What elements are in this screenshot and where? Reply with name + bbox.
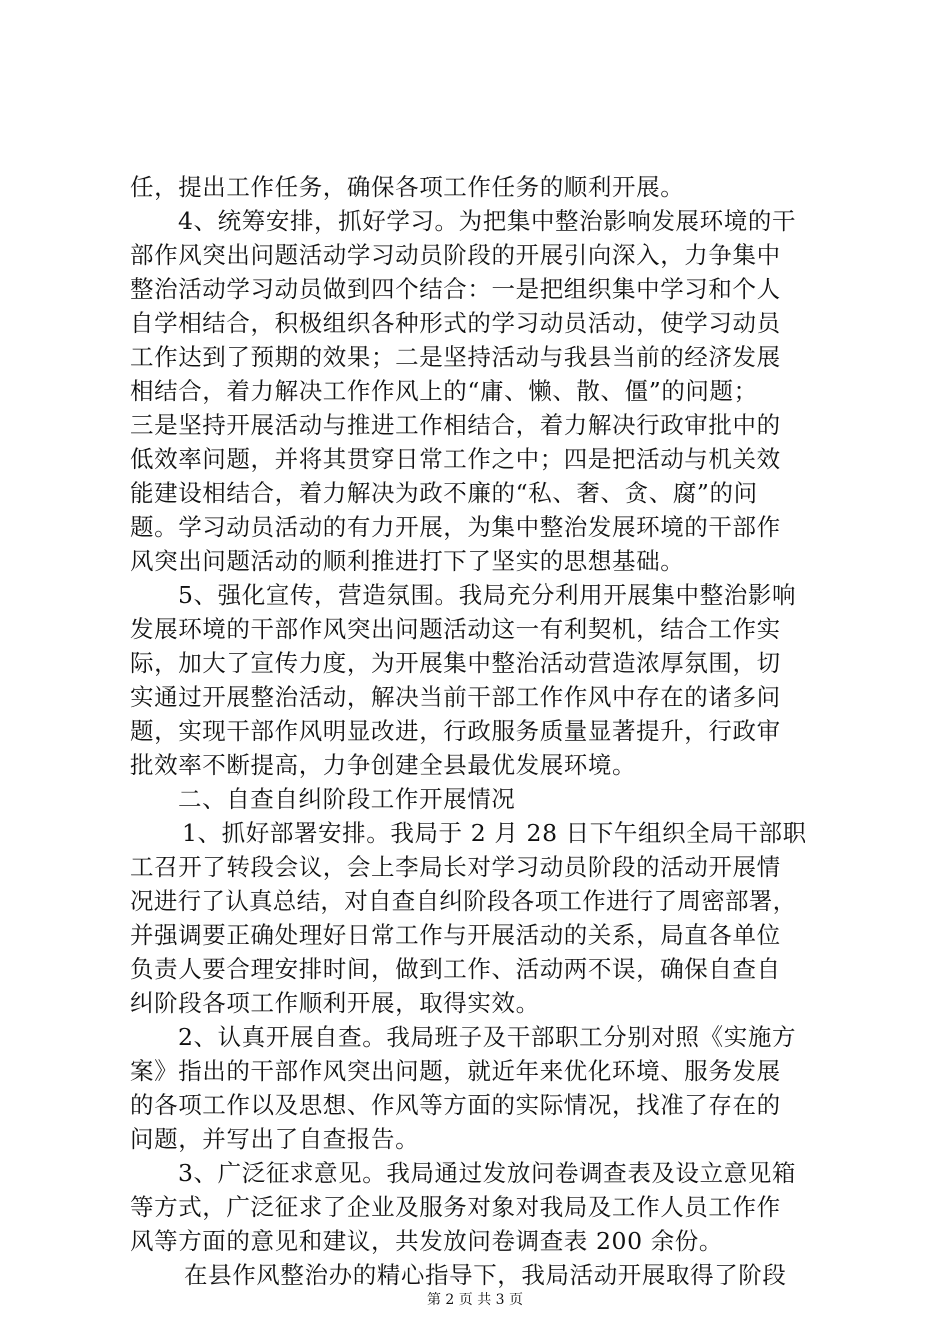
text-line: 三是坚持开展活动与推进工作相结合，着力解决行政审批中的 (130, 411, 781, 439)
text-line: 的各项工作以及思想、作风等方面的实际情况，找准了存在的 (130, 1091, 781, 1119)
text-line: 批效率不断提高，力争创建全县最优发展环境。 (130, 751, 637, 779)
text-line: 3、广泛征求意见。我局通过发放问卷调查表及设立意见箱 (178, 1159, 797, 1187)
text-line: 自学相结合，积极组织各种形式的学习动员活动，使学习动员 (130, 309, 781, 337)
text-line: 5、强化宣传，营造氛围。我局充分利用开展集中整治影响 (178, 581, 797, 609)
text-line: 2、认真开展自查。我局班子及干部职工分别对照《实施方 (178, 1023, 797, 1051)
text-line: 4、统筹安排，抓好学习。为把集中整治影响发展环境的干 (178, 207, 797, 235)
text-line: 任，提出工作任务，确保各项工作任务的顺利开展。 (130, 173, 685, 201)
text-line: 题。学习动员活动的有力开展，为集中整治发展环境的干部作 (130, 513, 781, 541)
text-line: 案》指出的干部作风突出问题，就近年来优化环境、服务发展 (130, 1057, 781, 1085)
text-line: 况进行了认真总结，对自查自纠阶段各项工作进行了周密部署， (130, 887, 797, 915)
text-line: 实通过开展整治活动，解决当前干部工作作风中存在的诸多问 (130, 683, 781, 711)
text-line: 并强调要正确处理好日常工作与开展活动的关系，局直各单位 (130, 921, 781, 949)
text-line: 风等方面的意见和建议，共发放问卷调查表 200 余份。 (130, 1227, 723, 1255)
text-line: 工召开了转段会议，会上李局长对学习动员阶段的活动开展情 (130, 853, 781, 881)
section-heading: 二、自查自纠阶段工作开展情况 (178, 785, 516, 813)
text-line: 题，实现干部作风明显改进，行政服务质量显著提升，行政审 (130, 717, 781, 745)
text-line: 1、抓好部署安排。我局于 2 月 28 日下午组织全局干部职 (182, 819, 807, 847)
text-line: 等方式，广泛征求了企业及服务对象对我局及工作人员工作作 (130, 1193, 781, 1221)
text-line: 风突出问题活动的顺利推进打下了坚实的思想基础。 (130, 547, 685, 575)
text-line: 能建设相结合，着力解决为政不廉的“私、奢、贪、腐”的问 (130, 479, 758, 507)
text-line: 相结合，着力解决工作作风上的“庸、懒、散、僵”的问题； (130, 377, 758, 405)
text-line: 在县作风整治办的精心指导下，我局活动开展取得了阶段 (184, 1261, 787, 1289)
text-line: 纠阶段各项工作顺利开展，取得实效。 (130, 989, 540, 1017)
text-line: 发展环境的干部作风突出问题活动这一有利契机，结合工作实 (130, 615, 781, 643)
text-line: 负责人要合理安排时间，做到工作、活动两不误，确保自查自 (130, 955, 781, 983)
text-line: 部作风突出问题活动学习动员阶段的开展引向深入，力争集中 (130, 241, 781, 269)
text-line: 低效率问题，并将其贯穿日常工作之中；四是把活动与机关效 (130, 445, 781, 473)
text-line: 问题，并写出了自查报告。 (130, 1125, 420, 1153)
text-line: 整治活动学习动员做到四个结合：一是把组织集中学习和个人 (130, 275, 781, 303)
page-number-footer: 第 2 页 共 3 页 (426, 1292, 524, 1308)
text-line: 工作达到了预期的效果；二是坚持活动与我县当前的经济发展 (130, 343, 781, 371)
text-line: 际，加大了宣传力度，为开展集中整治活动营造浓厚氛围，切 (130, 649, 781, 677)
